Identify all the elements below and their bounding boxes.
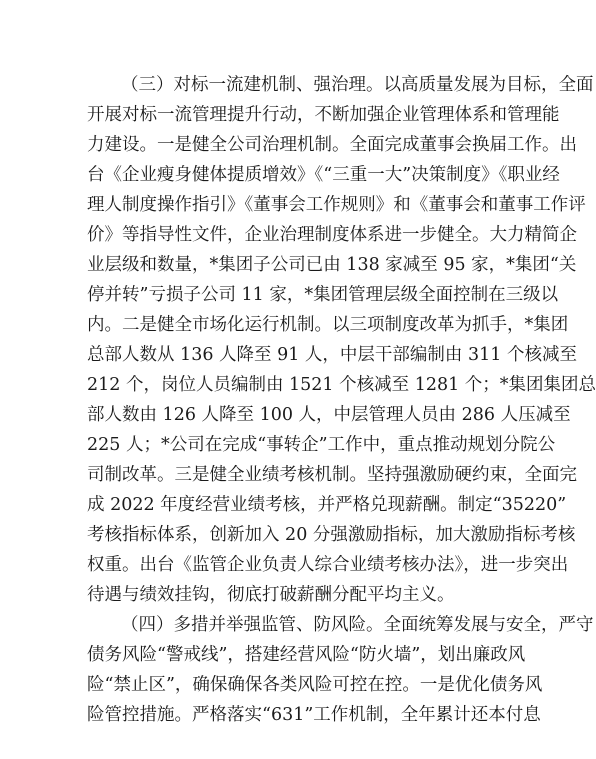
- text-line: （三）对标一流建机制、强治理。以高质量发展为目标，全面: [121, 75, 594, 95]
- text-line: 债务风险“警戒线”，搭建经营风险“防火墙”，划出廉政风: [87, 645, 526, 665]
- text-line: 待遇与绩效挂钩，彻底打破薪酬分配平均主义。: [87, 585, 455, 605]
- text-line: 内。二是健全市场化运行机制。以三项制度改革为抓手，*集团: [87, 315, 569, 335]
- text-line: 台《企业瘦身健体提质增效》《“三重一大”决策制度》《职业经: [87, 165, 560, 185]
- text-line: 考核指标体系，创新加入 20 分强激励指标，加大激励指标考核: [87, 525, 576, 545]
- text-line: 总部人数从 136 人降至 91 人，中层干部编制由 311 个核减至: [87, 345, 577, 365]
- text-line: 权重。出台《监管企业负责人综合业绩考核办法》，进一步突出: [87, 555, 569, 575]
- text-line: 价》等指导性文件，企业治理制度体系进一步健全。大力精简企: [87, 225, 577, 245]
- text-line: 理人制度操作指引》《董事会工作规则》和《董事会和董事工作评: [87, 195, 586, 215]
- text-line: 部人数由 126 人降至 100 人，中层管理人员由 286 人压减至: [87, 405, 571, 425]
- text-line: 225 人；*公司在完成“事转企”工作中，重点推动规划分院公: [87, 435, 556, 455]
- text-line: 业层级和数量，*集团子公司已由 138 家减至 95 家，*集团“关: [87, 255, 577, 275]
- text-line: 司制改革。三是健全业绩考核机制。坚持强激励硬约束，全面完: [87, 465, 577, 485]
- text-line: 停并转”亏损子公司 11 家，*集团管理层级全面控制在三级以: [87, 285, 559, 305]
- text-line: 险管控措施。严格落实“631”工作机制，全年累计还本付息: [87, 705, 541, 725]
- text-line: 开展对标一流管理提升行动，不断加强企业管理体系和管理能: [87, 105, 560, 125]
- text-line: （四）多措并举强监管、防风险。全面统筹发展与安全，严守: [121, 615, 594, 635]
- text-line: 险“禁止区”，确保确保各类风险可控在控。一是优化债务风: [87, 675, 543, 695]
- text-line: 成 2022 年度经营业绩考核，并严格兑现薪酬。制定“35220”: [87, 495, 567, 515]
- text-line: 力建设。一是健全公司治理机制。全面完成董事会换届工作。出: [87, 135, 577, 155]
- text-line: 212 个，岗位人员编制由 1521 个核减至 1281 个；*集团集团总: [87, 375, 596, 395]
